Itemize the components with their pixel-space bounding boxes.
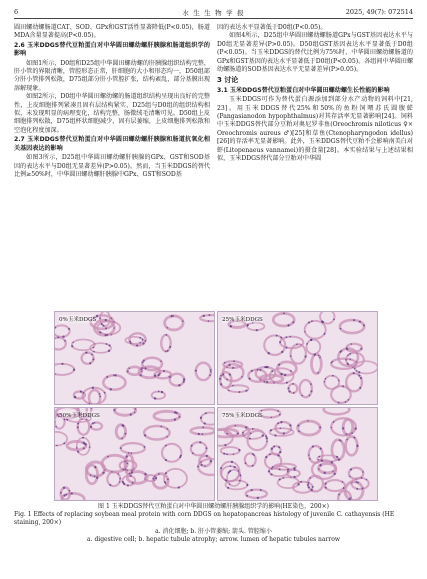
caption-english: Fig. 1 Effects of replacing soybean meal protein with corn DDGS on hepatopancreas histology of juvenile C. cathayensis (HE staining, 200×) [14, 511, 395, 526]
histology-image [218, 312, 377, 404]
histology-image [55, 312, 214, 404]
panel-label: 25%玉米DDGS [222, 317, 263, 323]
section-heading-2-6: 2.6 玉米DDGS替代豆粕蛋白对中华圆田螺幼螺肝胰腺和肠道组织学的影响 [14, 41, 210, 58]
panel-label: 50%玉米DDGS [59, 413, 100, 419]
caption-note-english: a. digestive cell; b. hepatic tubule atrophy; arrow. lumen of hepatic tubules narrow [87, 536, 340, 543]
panel-label: 0%玉米DDGS [59, 317, 97, 323]
micrograph-panel-d0 [54, 311, 215, 405]
micrograph-panel-d75 [217, 407, 378, 501]
paragraph: 如图3所示，D25组中华圆田螺幼螺肝胰腺的GPx、GST和SOD基因的表达水平与D0组无显著差异(P>0.05)。然而，当玉米DDGS的替代比例≥50%时，中华圆田螺幼螺肝胰腺中GPx、GST和SOD基 [14, 154, 210, 178]
micrograph-panel-d25 [217, 311, 378, 405]
figure-1 [54, 311, 376, 499]
section-heading-2-7: 2.7 玉米DDGS替代豆粕蛋白对中华圆田螺幼螺肝胰腺和肠道抗氧化相关基因表达的影响 [14, 136, 210, 152]
paragraph: 圆田螺幼螺肠道CAT、SOD、GPx和GST活性显著降低(P<0.05)，肠道MDA含量显著提高(P<0.05)。 [14, 24, 210, 40]
panel-label: 75%玉米DDGS [222, 413, 263, 419]
section-heading-3: 3 讨论 [217, 76, 239, 85]
paragraph: 如图1所示，D0组和D25组中华圆田螺幼螺的肝胰腺组织结构完整，肝小管的界限清晰，管腔形态正常，肝细胞的大小和形态均一，D50组部分肝小管排列松散，D75组部分肝小管腔扩张，结构紊乱，部分基膜出现溶解现象。 [14, 59, 210, 92]
section-heading-3-1: 3.1 玉米DDGS替代豆粕蛋白对中华圆田螺幼螺生长性能的影响 [217, 86, 390, 94]
paragraph: 因的表达水平显著低于D0组(P<0.05)。 [217, 24, 327, 31]
page-header [14, 6, 413, 19]
figure-caption [14, 503, 413, 544]
right-column [217, 24, 413, 164]
caption-chinese: 图 1 玉米DDGS替代豆粕蛋白对中华圆田螺幼螺肝胰腺组织学的影响(HE染色，200×) [98, 503, 329, 510]
page-number: 6 [14, 8, 19, 16]
paragraph: 玉米DDGS可作为替代蛋白源添加到部分水产动物的饲料中[21, 23]。用玉米DDGS替代25%和50%的鱼粉饲喂苏氏圆腹𩷶(Pangasianodon hypophthalmus)对其存活率无显著影响[24]。饲料中玉米DDGS替代部分豆粕对奥尼罗非鱼(Oreochromis niloticus ♀× Oreochromis aureus ♂)[25]和草鱼(Ctenopharyngodon idellus)[26]的存活率无显著影响。此外，玉米DDGS替代豆粕不会影响南美白对虾(Litopenaeus vannamei)的摄食量[28]。本实验结果与上述结果相似，玉米DDGS替代部分豆粕对中华圆 [217, 96, 413, 163]
histology-image [55, 408, 214, 500]
left-column [14, 24, 210, 179]
micrograph-panel-d50 [54, 407, 215, 501]
paragraph: 如图4所示，D25组中华圆田螺幼螺肠道GPx与GST基因表达水平与D0组无显著差异(P>0.05)。D50组GST基因表达水平显著低于D0组(P<0.05)。当玉米DDGS的替代比例为75%时，中华圆田螺幼螺肠道的GPx和GST基因的表达水平显著低于D0组(P<0.05)。各组间中华圆田螺幼螺肠道的SOD基因表达水平无显著差异(P>0.05)。 [217, 32, 413, 74]
histology-image [218, 408, 377, 500]
journal-title: 水 生 生 物 学 报 [182, 8, 245, 17]
caption-note-chinese: a. 消化细胞; b. 肝小管萎缩; 箭头. 管腔缩小 [155, 528, 272, 535]
paragraph: 如图2所示，D0组中华圆田螺幼螺的肠道组织结构呈现出良好的完整性，上皮细胞排列紧凑且固有层结构紧实，D25组与D0组的组织结构相似，未发现明显的病理变化，结构完整，肠微绒毛清晰可见。D50组上皮细胞排列松散，D75组杯状细胞减少，固有层萎缩，上皮细胞排列松散和空泡化程度加深。 [14, 93, 210, 134]
issue-info: 2025, 49(7): 072514 [345, 8, 413, 16]
